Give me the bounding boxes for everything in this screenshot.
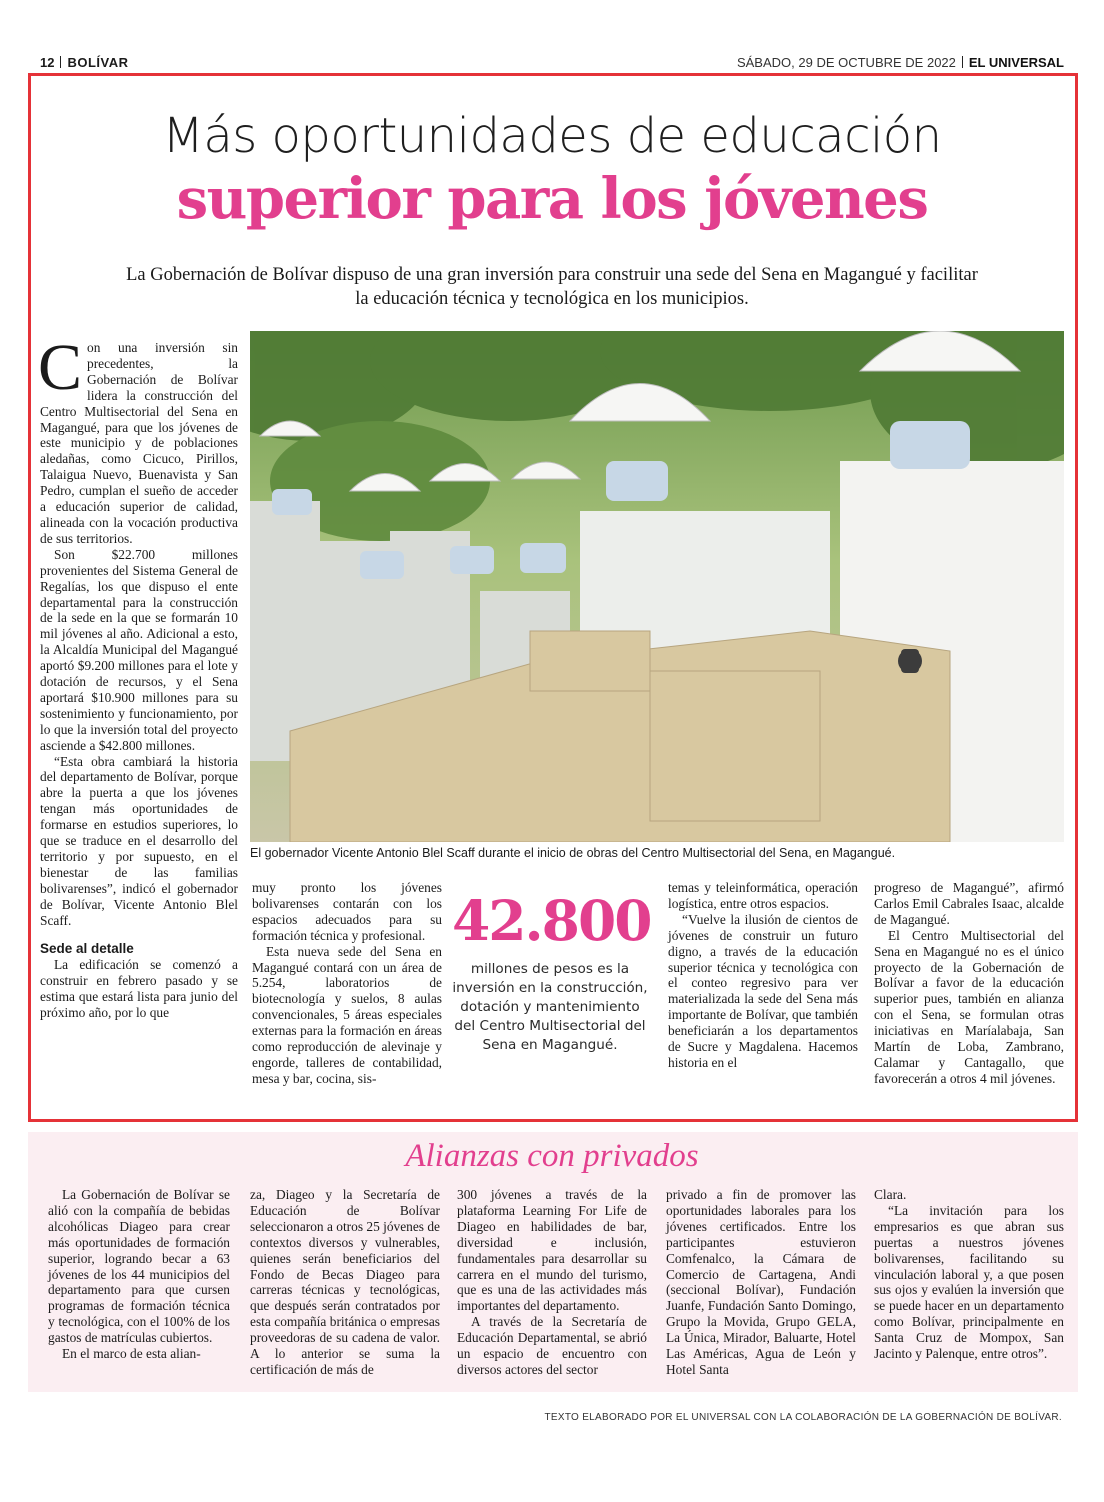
paragraph: “Vuelve la ilusión de cientos de jóvenes de construir un futuro digno, a través de la educación superior técnica y tecnológica con el conteo regresivo para ver materializada la sede del Sena más importante de Bolívar, que también beneficiarán a los departamentos de Sucre y Magdalena. Hacemos historia en el <box>668 911 858 1070</box>
paragraph: Esta nueva sede del Sena en Magangué contará con un área de 5.254, laboratorios de biotecnología y suelos, 8 aulas convencionales, 5 áreas especiales externas para la formación en áreas como reproducción de alevinaje y engorde, talleres de contabilidad, mesa y bar, cocina, sis- <box>252 943 442 1086</box>
section-name: BOLÍVAR <box>67 54 129 70</box>
subhead: Sede al detalle <box>40 940 134 956</box>
paragraph: Clara. <box>874 1187 907 1202</box>
paragraph: temas y teleinformática, operación logística, entre otros espacios. <box>668 880 858 911</box>
article-column-1 <box>38 331 238 1021</box>
paragraph: “Esta obra cambiará la historia del departamento de Bolívar, porque abre la puerta a que los jóvenes tengan más oportunidades de formarse en estudios superiores, lo que se traduce en el desarrollo del territorio y por supuesto, en el bienestar de las familias bolivarenses”, indicó el gobernador de Bolívar, Vicente Antonio Blel Scaff. <box>40 753 238 928</box>
paragraph: El Centro Multisectorial del Sena en Magangué no es el único proyecto de la Gobernación de Bolívar a favor de la educación superior pues, también en alianza con el Sena, se formulan otras iniciativas en Maríalabaja, San Martín de Loba, Zambrano, Calamar y Cantagallo, que favorecerán a otros 4 mil jóvenes. <box>874 927 1064 1086</box>
page-number: 12 <box>40 54 55 70</box>
photo-illustration <box>250 331 1064 842</box>
article-column-3 <box>668 880 858 1071</box>
paragraph: La edificación se comenzó a construir en febrero pasado y se estima que estará lista para junio del próximo año, por lo que <box>40 957 238 1021</box>
paragraph: progreso de Magangué”, afirmó Carlos Emil Cabrales Isaac, alcalde de Magangué. <box>874 880 1064 927</box>
separator <box>60 56 61 68</box>
paragraph: En el marco de esta alian- <box>62 1346 201 1362</box>
big-number-caption: millones de pesos es la inversión en la construcción, dotación y mantenimiento del Centro Multisectorial del Sena en Magangué. <box>452 961 648 1053</box>
drop-cap: C <box>38 331 83 404</box>
publication-name: EL UNIVERSAL <box>968 54 1064 70</box>
article-deck: La Gobernación de Bolívar dispuso de una gran inversión para construir una sede del Sena en Magangué y facilitar la educación técnica y tecnológica en los municipios. <box>126 265 978 309</box>
paragraph: 300 jóvenes a través de la plataforma Learning For Life de Diageo en habilidades de bar, diversidad e inclusión, fundamentales para desarrollar su carrera en el mundo del turismo, que es una de las actividades más importantes del departamento. <box>457 1187 647 1314</box>
sidebar-column-2 <box>250 1187 440 1378</box>
sidebar-column-4 <box>666 1187 856 1378</box>
credit-line: TEXTO ELABORADO POR EL UNIVERSAL CON LA COLABORACIÓN DE LA GOBERNACIÓN DE BOLÍVAR. <box>544 1412 1062 1423</box>
paragraph: muy pronto los jóvenes bolivarenses contarán con los espacios adecuados para su formación técnica y profesional. <box>252 880 442 943</box>
paragraph: za, Diageo y la Secretaría de Educación de Bolívar seleccionaron a otros 25 jóvenes de contextos diversos y vulnerables, quienes serán beneficiarios del Fondo de Becas Diageo para carreras técnicas y tecnológicas, que después serán contratados por esta compañía británica o empresas proveedoras de su cadena de valor. A lo anterior se suma la certificación de más de <box>250 1187 441 1377</box>
issue-date: SÁBADO, 29 DE OCTUBRE DE 2022 <box>736 54 956 70</box>
headline-line-2: superior para los jóvenes <box>176 166 928 232</box>
paragraph: A través de la Secretaría de Educación Departamental, se abrió un espacio de encuentro con diversos actores del sector <box>457 1314 647 1377</box>
article-column-4 <box>874 880 1064 1087</box>
paragraph: Son $22.700 millones provenientes del Sistema General de Regalías, los que dispuso el ente departamental para la construcción de la sede en la que se formarán 10 mil jóvenes al año. Adicional a esto, la Alcaldía Municipal del Magangué aportó $9.200 millones para el lote y dotación de recursos, y el Sena aportará $10.900 millones para su sostenimiento y funcionamiento, por lo que la inversión total del proyecto asciende a $42.800 millones. <box>40 546 238 753</box>
paragraph-text: on una inversión sin precedentes, la Gobernación de Bolívar lidera la construcción del Centro Multisectorial del Sena en Magangué, para que los jóvenes de este municipio y de poblaciones aledañas, como Cicuco, Pirillos, Talaigua Nuevo, Buenavista y San Pedro, cumplan el sueño de acceder a educación superior de calidad, alineada con la vocación productiva de sus territorios. <box>40 340 238 546</box>
sidebar-column-3 <box>457 1187 647 1378</box>
paragraph <box>38 331 238 547</box>
headline-line-1: Más oportunidades de educación <box>162 108 942 164</box>
paragraph: La Gobernación de Bolívar se alió con la compañía de bebidas alcohólicas Diageo para crear más oportunidades de formación superior, logrando becar a 63 jóvenes de los 44 municipios del departamento para que cursen programas de formación técnica y tecnológica, con el 100% de los gastos de matrículas cubiertos. <box>48 1187 230 1346</box>
sidebar-title: Alianzas con privados <box>405 1138 699 1174</box>
paragraph: privado a fin de promover las oportunidades laborales para los jóvenes certificados. Entre los participantes estuvieron Comfenalco, la Cámara de Comercio de Cartagena, Andi (seccional Bolívar), Fundación Juanfe, Fundación Santo Domingo, Grupo la Movida, Grupo GELA, La Única, Mirador, Baluarte, Hotel Las Américas, Agua de León y Hotel Santa <box>666 1187 856 1377</box>
photo-caption: El gobernador Vicente Antonio Blel Scaff durante el inicio de obras del Centro Multisectorial del Sena, en Magangué. <box>250 846 896 860</box>
separator <box>962 56 963 68</box>
article-photo <box>250 331 1064 842</box>
sidebar-column-1 <box>48 1187 230 1362</box>
running-head <box>40 53 1064 71</box>
article-column-2 <box>252 880 442 1087</box>
running-head-left <box>40 55 129 70</box>
running-head-right <box>737 55 1064 70</box>
sidebar-column-5 <box>874 1187 1064 1362</box>
paragraph: “La invitación para los empresarios es que abran sus puertas a nuestros jóvenes bolivarenses, facilitando su vinculación laboral y, a que posen sus ojos y evalúen la inversión que se puede hacer en un departamento como Bolívar, principalmente en Santa Cruz de Mompox, San Jacinto y Palenque, entre otros”. <box>874 1202 1064 1362</box>
big-number: 42.800 <box>452 888 651 953</box>
